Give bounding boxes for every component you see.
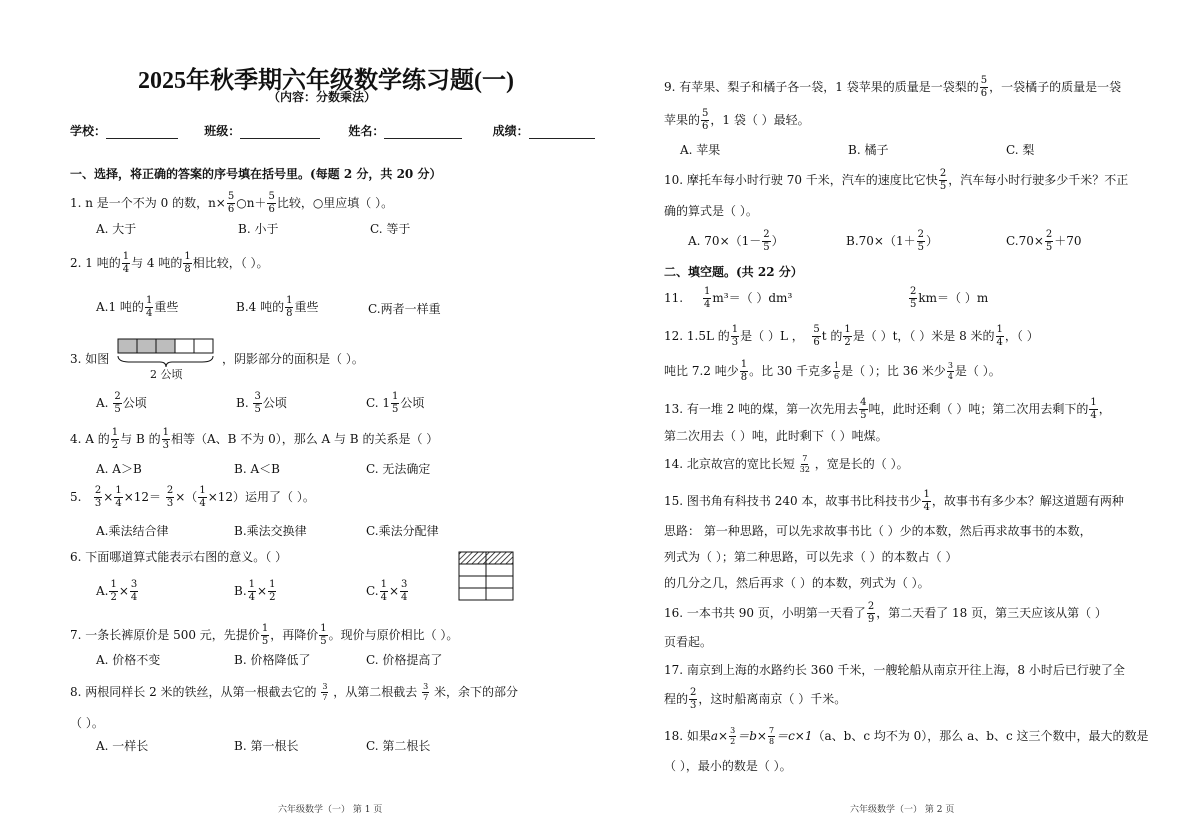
- q9-option-a[interactable]: A. 苹果: [680, 143, 721, 157]
- fraction: $\frac{1}{5}$: [320, 623, 327, 647]
- q10-text-a: 10. 摩托车每小时行驶 70 千米，汽车的速度比它快: [664, 173, 938, 187]
- q12-text-a: 12. 1.5L 的: [664, 329, 730, 343]
- fraction: $\frac{1}{2}$: [110, 579, 117, 603]
- fraction: $\frac{3}{4}$: [130, 579, 138, 603]
- fraction: $\frac{1}{4}$: [122, 251, 130, 275]
- question-18: [664, 727, 1149, 746]
- q6-option-a[interactable]: A. $\frac{1}{2}$ × $\frac{3}{4}$: [96, 579, 138, 603]
- fraction: $\frac{1}{6}$: [834, 361, 840, 381]
- fraction: $\frac{3}{7}$: [423, 682, 429, 702]
- question-9-line2: [664, 109, 810, 132]
- question-7: [70, 624, 458, 647]
- q18-expr-3: ＝c×1: [776, 729, 813, 743]
- question-1: [70, 192, 393, 215]
- fraction: $\frac{7}{32}$: [799, 454, 810, 474]
- question-15: [664, 490, 1124, 513]
- q9-text-c: 苹果的: [664, 113, 701, 127]
- section-1-heading: 一、选择，将正确的答案的序号填在括号里。(每题 2 分，共 20 分）: [70, 167, 442, 181]
- fraction: $\frac{5}{6}$: [227, 191, 235, 215]
- fraction: $\frac{1}{4}$: [380, 579, 387, 603]
- q12-text-c: t 的: [821, 329, 843, 343]
- q4-text-b: 与 B 的: [120, 432, 161, 446]
- fraction: $\frac{2}{3}$: [94, 485, 102, 509]
- question-10: [664, 169, 1128, 192]
- q17-text-c: ，这时船离南京（ ）千米。: [698, 692, 847, 706]
- q4-text-c: 相等（A、B 不为 0），那么 A 与 B 的关系是（ ）: [170, 432, 439, 446]
- q12-text-d: 是（ ）t，（ ）米是 8 米的: [852, 329, 995, 343]
- q12-text-e: ，（ ）: [1004, 329, 1039, 343]
- q16-text-b: ，第二天看了 18 页，第三天应该从第（ ）: [876, 606, 1107, 620]
- q8-text-b: ，从第二根截去: [333, 685, 418, 699]
- class-label: 班级：: [204, 124, 241, 138]
- fraction: $\frac{2}{5}$: [1045, 229, 1053, 253]
- q9-option-b[interactable]: B. 橘子: [848, 143, 889, 157]
- q1-text-b: ○n＋: [236, 196, 267, 210]
- fraction: $\frac{3}{2}$: [730, 726, 736, 746]
- q15-text-a: 15. 图书角有科技书 240 本，故事书比科技书少: [664, 494, 922, 508]
- question-9: [664, 76, 1121, 99]
- fraction: $\frac{1}{4}$: [199, 485, 206, 509]
- fraction: $\frac{3}{7}$: [322, 682, 328, 702]
- q9-option-c[interactable]: C. 梨: [1006, 143, 1035, 157]
- question-13: [664, 398, 1111, 421]
- q5-option-c[interactable]: C.乘法分配律: [366, 524, 439, 538]
- q14-text-a: 14. 北京故宫的宽比长短: [664, 457, 795, 471]
- fraction: $\frac{5}{6}$: [980, 75, 988, 99]
- q8-text-a: 8. 两根同样长 2 米的铁丝，从第一根截去它的: [70, 685, 317, 699]
- q3-text-b: ，阴影部分的面积是（ ）。: [222, 352, 364, 366]
- q15-text-b: ，故事书有多少本？解这道题有两种: [931, 494, 1124, 508]
- q3-option-b[interactable]: B. $\frac{3}{5}$ 公顷: [236, 391, 287, 415]
- fraction: $\frac{3}{5}$: [254, 391, 261, 415]
- q16-line-2: 页看起。: [664, 635, 713, 649]
- fraction: $\frac{1}{4}$: [996, 324, 1003, 348]
- fraction: $\frac{2}{3}$: [166, 485, 174, 509]
- q18-text-a: 18. 如果: [664, 729, 711, 743]
- right-page: [600, 0, 1200, 825]
- q10-option-a[interactable]: A. 70×（1－ $\frac{2}{5}$ ）: [688, 229, 784, 253]
- section-2-heading: 二、填空题。(共 22 分）: [664, 265, 803, 279]
- exam-title: 2025年秋季期六年级数学练习题(一): [138, 68, 514, 94]
- question-14: [664, 455, 909, 474]
- fraction: $\frac{1}{8}$: [740, 359, 748, 383]
- q4-text-a: 4. A 的: [70, 432, 110, 446]
- q5-option-a[interactable]: A.乘法结合律: [96, 524, 169, 538]
- question-5: 5. $\frac{2}{3}$ × $\frac{1}{4}$ ×12＝ $\frac{2}{3}$ ×（ $\frac{1}{4}$ ×12）运用了（ ）。: [70, 485, 315, 509]
- q12-text-b: 是（ ）L ，: [740, 329, 804, 343]
- q1-text-a: 1. n 是一个不为 0 的数，n×: [70, 196, 226, 210]
- q1-option-c[interactable]: C. 等于: [370, 222, 411, 236]
- q3-option-c[interactable]: C. 1 $\frac{1}{5}$ 公顷: [366, 391, 425, 415]
- school-field[interactable]: [106, 126, 178, 139]
- q9-text-a: 9. 有苹果、梨子和橘子各一袋，1 袋苹果的质量是一袋梨的: [664, 80, 979, 94]
- q2-text-b: 与 4 吨的: [131, 256, 183, 270]
- fraction: $\frac{1}{4}$: [1090, 397, 1097, 421]
- exam-subtitle: （内容：分数乘法）: [268, 90, 377, 104]
- q7-text-a: 7. 一条长裤原价是 500 元，先提价: [70, 628, 260, 642]
- fraction: $\frac{5}{6}$: [702, 108, 709, 132]
- q12-text-l2a: 吨比 7.2 吨少: [664, 364, 739, 378]
- q2-option-a[interactable]: A.1 吨的 $\frac{1}{4}$ 重些: [96, 295, 179, 319]
- score-label: 成绩：: [492, 124, 529, 138]
- q2-option-c[interactable]: C.两者一样重: [368, 302, 441, 316]
- question-16: [664, 602, 1107, 625]
- q7-option-c[interactable]: C. 价格提高了: [366, 653, 443, 667]
- q4-option-a[interactable]: A. A＞B: [96, 462, 142, 476]
- fraction: $\frac{1}{8}$: [184, 251, 191, 275]
- q17-text-b: 程的: [664, 692, 689, 706]
- q1-option-a[interactable]: A. 大于: [96, 222, 137, 236]
- q15-line-2: 思路： 第一种思路，可以先求故事书比（ ）少的本数，然后再求故事书的本数，: [664, 524, 1092, 538]
- fraction: $\frac{1}{3}$: [731, 324, 739, 348]
- q9-text-b: ，一袋橘子的质量是一袋: [989, 80, 1122, 94]
- q7-text-c: 。现价与原价相比（ ）。: [328, 628, 459, 642]
- fraction: $\frac{1}{4}$: [704, 286, 711, 310]
- q6-option-b[interactable]: B. $\frac{1}{4}$ × $\frac{1}{2}$: [234, 579, 276, 603]
- q8-text-d: （ ）。: [70, 716, 104, 730]
- question-11: 11.: [664, 291, 684, 305]
- name-field[interactable]: [384, 126, 462, 139]
- score-field[interactable]: [529, 126, 595, 139]
- fraction: $\frac{1}{4}$: [115, 485, 122, 509]
- q9-text-d: ，1 袋（ ）最轻。: [710, 113, 810, 127]
- q4-option-c[interactable]: C. 无法确定: [366, 462, 431, 476]
- question-2: [70, 252, 269, 275]
- q16-text-a: 16. 一本书共 90 页，小明第一天看了: [664, 606, 866, 620]
- q15-line-3: 列式为（ ）；第二种思路，可以先求（ ）的本数占（ ）: [664, 550, 958, 564]
- q13-text-c: ，: [1098, 402, 1111, 416]
- q11-part-1: $\frac{1}{4}$ m³＝（ ）dm³: [704, 286, 793, 310]
- fraction: $\frac{1}{2}$: [269, 579, 276, 603]
- q13-text-a: 13. 有一堆 2 吨的煤，第一次先用去: [664, 402, 859, 416]
- fraction: $\frac{4}{5}$: [860, 397, 867, 421]
- fraction: $\frac{2}{5}$: [763, 229, 770, 253]
- q6-grid-figure: [457, 550, 515, 602]
- q6-option-c[interactable]: C. $\frac{1}{4}$ × $\frac{3}{4}$: [366, 579, 408, 603]
- q2-option-b[interactable]: B.4 吨的 $\frac{1}{8}$ 重些: [236, 295, 319, 319]
- name-label: 姓名：: [348, 124, 385, 138]
- q10-option-b[interactable]: B.70×（1＋ $\frac{2}{5}$ ）: [846, 229, 938, 253]
- q8-option-c[interactable]: C. 第二根长: [366, 739, 431, 753]
- info-fields: [70, 122, 595, 139]
- question-17-line2: [664, 688, 846, 711]
- q7-text-b: ，再降价: [270, 628, 319, 642]
- q8-text-c: 米，余下的部分: [434, 685, 519, 699]
- q3-text-a: 3. 如图: [70, 352, 110, 366]
- q5-option-b[interactable]: B.乘法交换律: [234, 524, 307, 538]
- q7-option-a[interactable]: A. 价格不变: [96, 653, 161, 667]
- q10-option-c[interactable]: C.70× $\frac{2}{5}$ ＋70: [1006, 229, 1082, 253]
- fraction: $\frac{2}{5}$: [917, 229, 924, 253]
- fraction: $\frac{2}{5}$: [114, 391, 121, 415]
- q18-expr-2: ＝b×: [737, 729, 767, 743]
- q12-text-l2d: 是（ ）。: [954, 364, 1001, 378]
- class-field[interactable]: [240, 126, 320, 139]
- question-4: [70, 428, 438, 451]
- question-12: [664, 325, 1039, 348]
- q1-text-c: 比较，○里应填（ ）。: [276, 196, 394, 210]
- q10-text-b: ，汽车每小时行驶多少千米？不正: [948, 173, 1129, 187]
- fraction: $\frac{1}{2}$: [844, 324, 851, 348]
- q12-text-l2c: 是（ ）；比 36 米少: [841, 364, 946, 378]
- q1-option-b[interactable]: B. 小于: [238, 222, 279, 236]
- q12-text-l2b: 。比 30 千克多: [749, 364, 832, 378]
- q14-text-b: ，宽是长的（ ）。: [814, 457, 909, 471]
- fraction: $\frac{1}{8}$: [286, 295, 293, 319]
- fraction: $\frac{1}{5}$: [392, 391, 399, 415]
- fraction: $\frac{1}{4}$: [248, 579, 256, 603]
- fraction: $\frac{7}{8}$: [768, 726, 775, 746]
- q8-option-a[interactable]: A. 一样长: [96, 739, 149, 753]
- q2-text-a: 2. 1 吨的: [70, 256, 121, 270]
- fraction: $\frac{1}{4}$: [923, 489, 930, 513]
- question-17: 17. 南京到上海的水路约长 360 千米，一艘轮船从南京开往上海，8 小时后已行驶了全: [664, 663, 1125, 677]
- fraction: $\frac{1}{5}$: [261, 623, 269, 647]
- q3-option-a[interactable]: A. $\frac{2}{5}$ 公顷: [96, 391, 147, 415]
- page-footer-2: 六年级数学（一） 第 2 页: [850, 805, 955, 815]
- q11-part-2: $\frac{2}{5}$ km＝（ ）m: [910, 286, 989, 310]
- q8-option-b[interactable]: B. 第一根长: [234, 739, 299, 753]
- question-8: [70, 683, 518, 702]
- fraction: $\frac{1}{3}$: [162, 427, 169, 451]
- fraction: $\frac{3}{4}$: [401, 579, 408, 603]
- page-footer-1: 六年级数学（一） 第 1 页: [278, 805, 383, 815]
- q10-text-c: 确的算式是（ ）。: [664, 204, 758, 218]
- q18-expr-1: a×: [710, 729, 729, 743]
- fraction: $\frac{5}{6}$: [813, 324, 820, 348]
- school-label: 学校：: [70, 124, 107, 138]
- q5-text-a: 5.: [70, 490, 82, 504]
- fraction: $\frac{2}{3}$: [690, 687, 697, 711]
- question-3: [70, 350, 109, 367]
- q4-option-b[interactable]: B. A＜B: [234, 462, 280, 476]
- q18-text-b: （a、b、c 均不为 0），那么 a、b、c 这三个数中，最大的数是: [812, 729, 1149, 743]
- q7-option-b[interactable]: B. 价格降低了: [234, 653, 311, 667]
- fraction: $\frac{5}{6}$: [268, 191, 275, 215]
- fraction: $\frac{1}{2}$: [111, 427, 119, 451]
- fraction: $\frac{2}{9}$: [867, 601, 875, 625]
- q3-brace-label: 2 公顷: [150, 368, 183, 381]
- fraction: $\frac{3}{4}$: [947, 361, 953, 381]
- q13-text-b: 吨，此时还剩（ ）吨；第二次用去剩下的: [868, 402, 1089, 416]
- question-6: 6. 下面哪道算式能表示右图的意义。（ ）: [70, 550, 288, 564]
- q2-text-c: 相比较，（ ）。: [192, 256, 269, 270]
- fraction: $\frac{2}{5}$: [910, 286, 917, 310]
- fraction: $\frac{2}{5}$: [939, 168, 947, 192]
- q18-line-2: （ ），最小的数是（ ）。: [664, 759, 792, 773]
- q15-line-4: 的几分之几，然后再求（ ）的本数，列式为（ ）。: [664, 576, 930, 590]
- question-12-line2: [664, 360, 1001, 383]
- q13-text-d: 第二次用去（ ）吨，此时剩下（ ）吨煤。: [664, 429, 888, 443]
- fraction: $\frac{1}{4}$: [145, 295, 153, 319]
